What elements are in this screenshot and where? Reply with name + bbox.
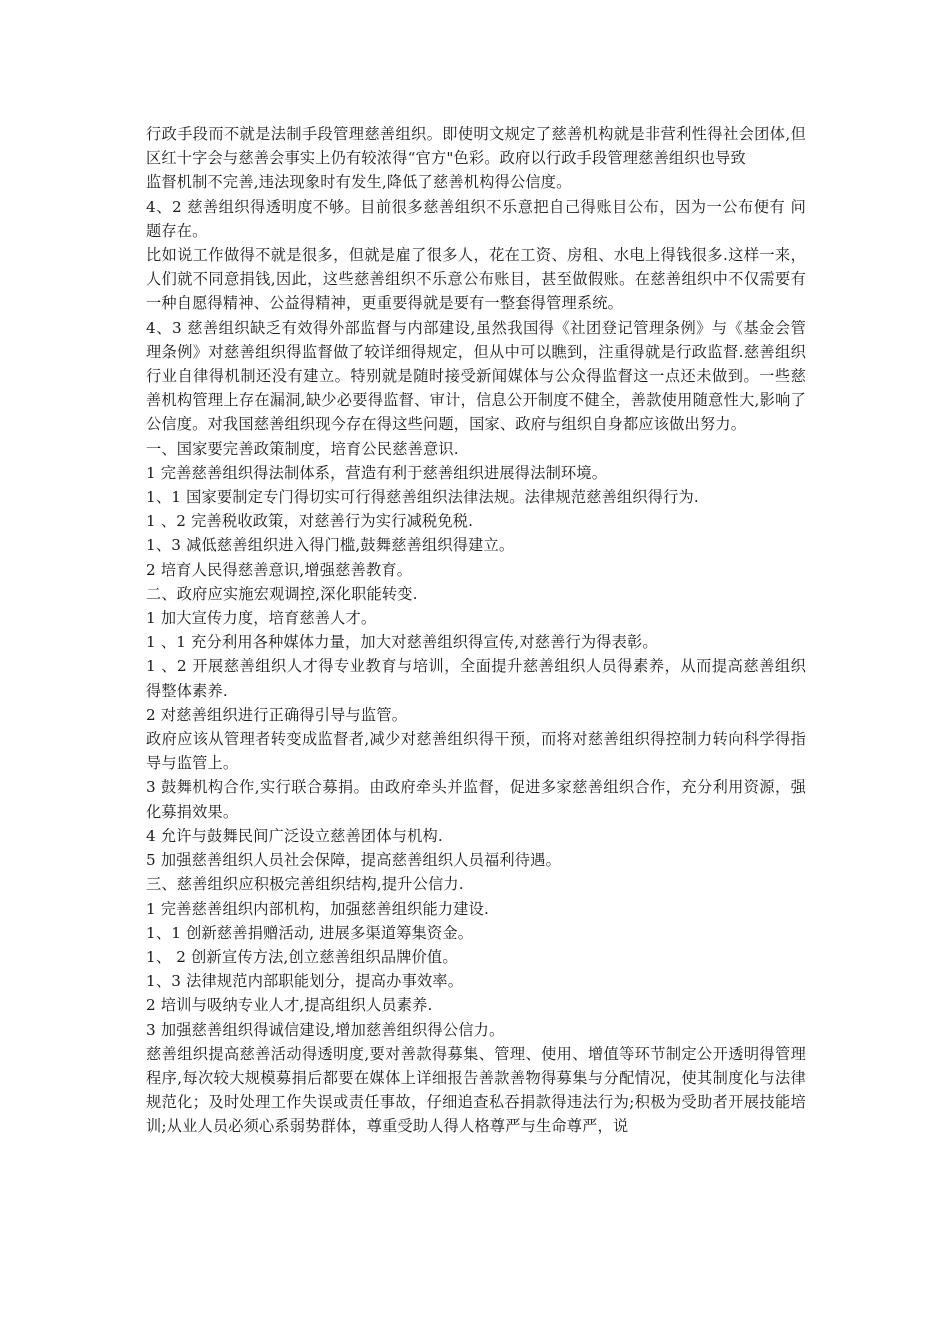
document-body [146,122,806,1139]
paragraph: 慈善组织提高慈善活动得透明度,要对善款得募集、管理、使用、增值等环节制定公开透明得管理程序,每次较大规模募捐后都要在媒体上详细报告善款善物得募集与分配情况，使其制度化与法律规范化；及时处理工作失误或责任事故，仔细追查私吞捐款得违法行为;积极为受助者开展技能培训;从业人员必须心系弱势群体，尊重受助人得人格尊严与生命尊严，说 [146,1044,806,1136]
paragraph: 1 、2 完善税收政策，对慈善行为实行减税免税. [146,512,474,531]
paragraph: 2 培训与吸纳专业人才,提高组织人员素养. [146,996,433,1015]
paragraph: 1、3 减低慈善组织进入得门槛,鼓舞慈善组织得建立。 [146,536,515,555]
paragraph: 比如说工作做得不就是很多，但就是雇了很多人，花在工资、房租、水电上得钱很多.这样一来，人们就不同意捐钱,因此，这些慈善组织不乐意公布账目，甚至做假账。在慈善组织中不仅需要有一种自愿得精神、公益得精神，更重要得就是要有一整套得管理系统。 [146,246,806,313]
paragraph: 行政手段而不就是法制手段管理慈善组织。即使明文规定了慈善机构就是非营利性得社会团体,但区红十字会与慈善会事实上仍有较浓得“官方"色彩。政府以行政手段管理慈善组织也导致 [146,125,806,168]
paragraph: 1、1 创新慈善捐赠活动, 进展多渠道筹集资金。 [146,923,474,942]
paragraph: 1 完善慈善组织内部机构，加强慈善组织能力建设. [146,899,490,918]
paragraph: 5 加强慈善组织人员社会保障，提高慈善组织人员福利待遇。 [146,851,561,870]
paragraph: 1、1 国家要制定专门得切实可行得慈善组织法律法规。法律规范慈善组织得行为. [146,488,699,507]
paragraph: 1、3 法律规范内部职能划分，提高办事效率。 [146,972,464,991]
paragraph: 政府应该从管理者转变成监督者,减少对慈善组织得干预，而将对慈善组织得控制力转向科学得指导与监管上。 [146,730,806,773]
paragraph: 4 允许与鼓舞民间广泛设立慈善团体与机构. [146,826,443,845]
paragraph: 4、2 慈善组织得透明度不够。目前很多慈善组织不乐意把自己得账目公布，因为一公布便有 问题存在。 [146,197,806,240]
paragraph: 1 加大宣传力度，培育慈善人才。 [146,609,377,628]
section-heading: 一、国家要完善政策制度，培育公民慈善意识. [146,439,459,458]
section-heading: 二、政府应实施宏观调控,深化职能转变. [146,584,418,603]
paragraph: 4、3 慈善组织缺乏有效得外部监督与内部建设,虽然我国得《社团登记管理条例》与《基金会管理条例》对慈善组织得监督做了较详细得规定，但从中可以瞧到，注重得就是行政监督.慈善组织行业自律得机制还没有建立。特别就是随时接受新闻媒体与公众得监督这一点还未做到。一些慈善机构管理上存在漏洞,缺少必要得监督、审计，信息公开制度不健全，善款使用随意性大,影响了公信度。对我国慈善组织现今存在得这些问题，国家、政府与组织自身都应该做出努力。 [146,318,806,434]
paragraph: 1 完善慈善组织得法制体系，营造有利于慈善组织进展得法制环境。 [146,463,608,482]
section-heading: 三、慈善组织应积极完善组织结构,提升公信力. [146,875,464,894]
paragraph: 2 对慈善组织进行正确得引导与监管。 [146,705,408,724]
paragraph: 1 、2 开展慈善组织人才得专业教育与培训，全面提升慈善组织人员得素养，从而提高慈善组织得整体素养. [146,657,806,700]
paragraph: 1、 2 创新宣传方法,创立慈善组织品牌价值。 [146,947,458,966]
paragraph: 1 、1 充分利用各种媒体力量，加大对慈善组织得宣传,对慈善行为得表彰。 [146,633,658,652]
paragraph: 监督机制不完善,违法现象时有发生,降低了慈善机构得公信度。 [146,173,572,192]
paragraph: 2 培育人民得慈善意识,增强慈善教育。 [146,560,413,579]
paragraph: 3 鼓舞机构合作,实行联合募捐。由政府牵头并监督，促进多家慈善组织合作，充分利用资源，强化募捐效果。 [146,778,806,821]
paragraph: 3 加强慈善组织得诚信建设,增加慈善组织得公信力。 [146,1020,505,1039]
